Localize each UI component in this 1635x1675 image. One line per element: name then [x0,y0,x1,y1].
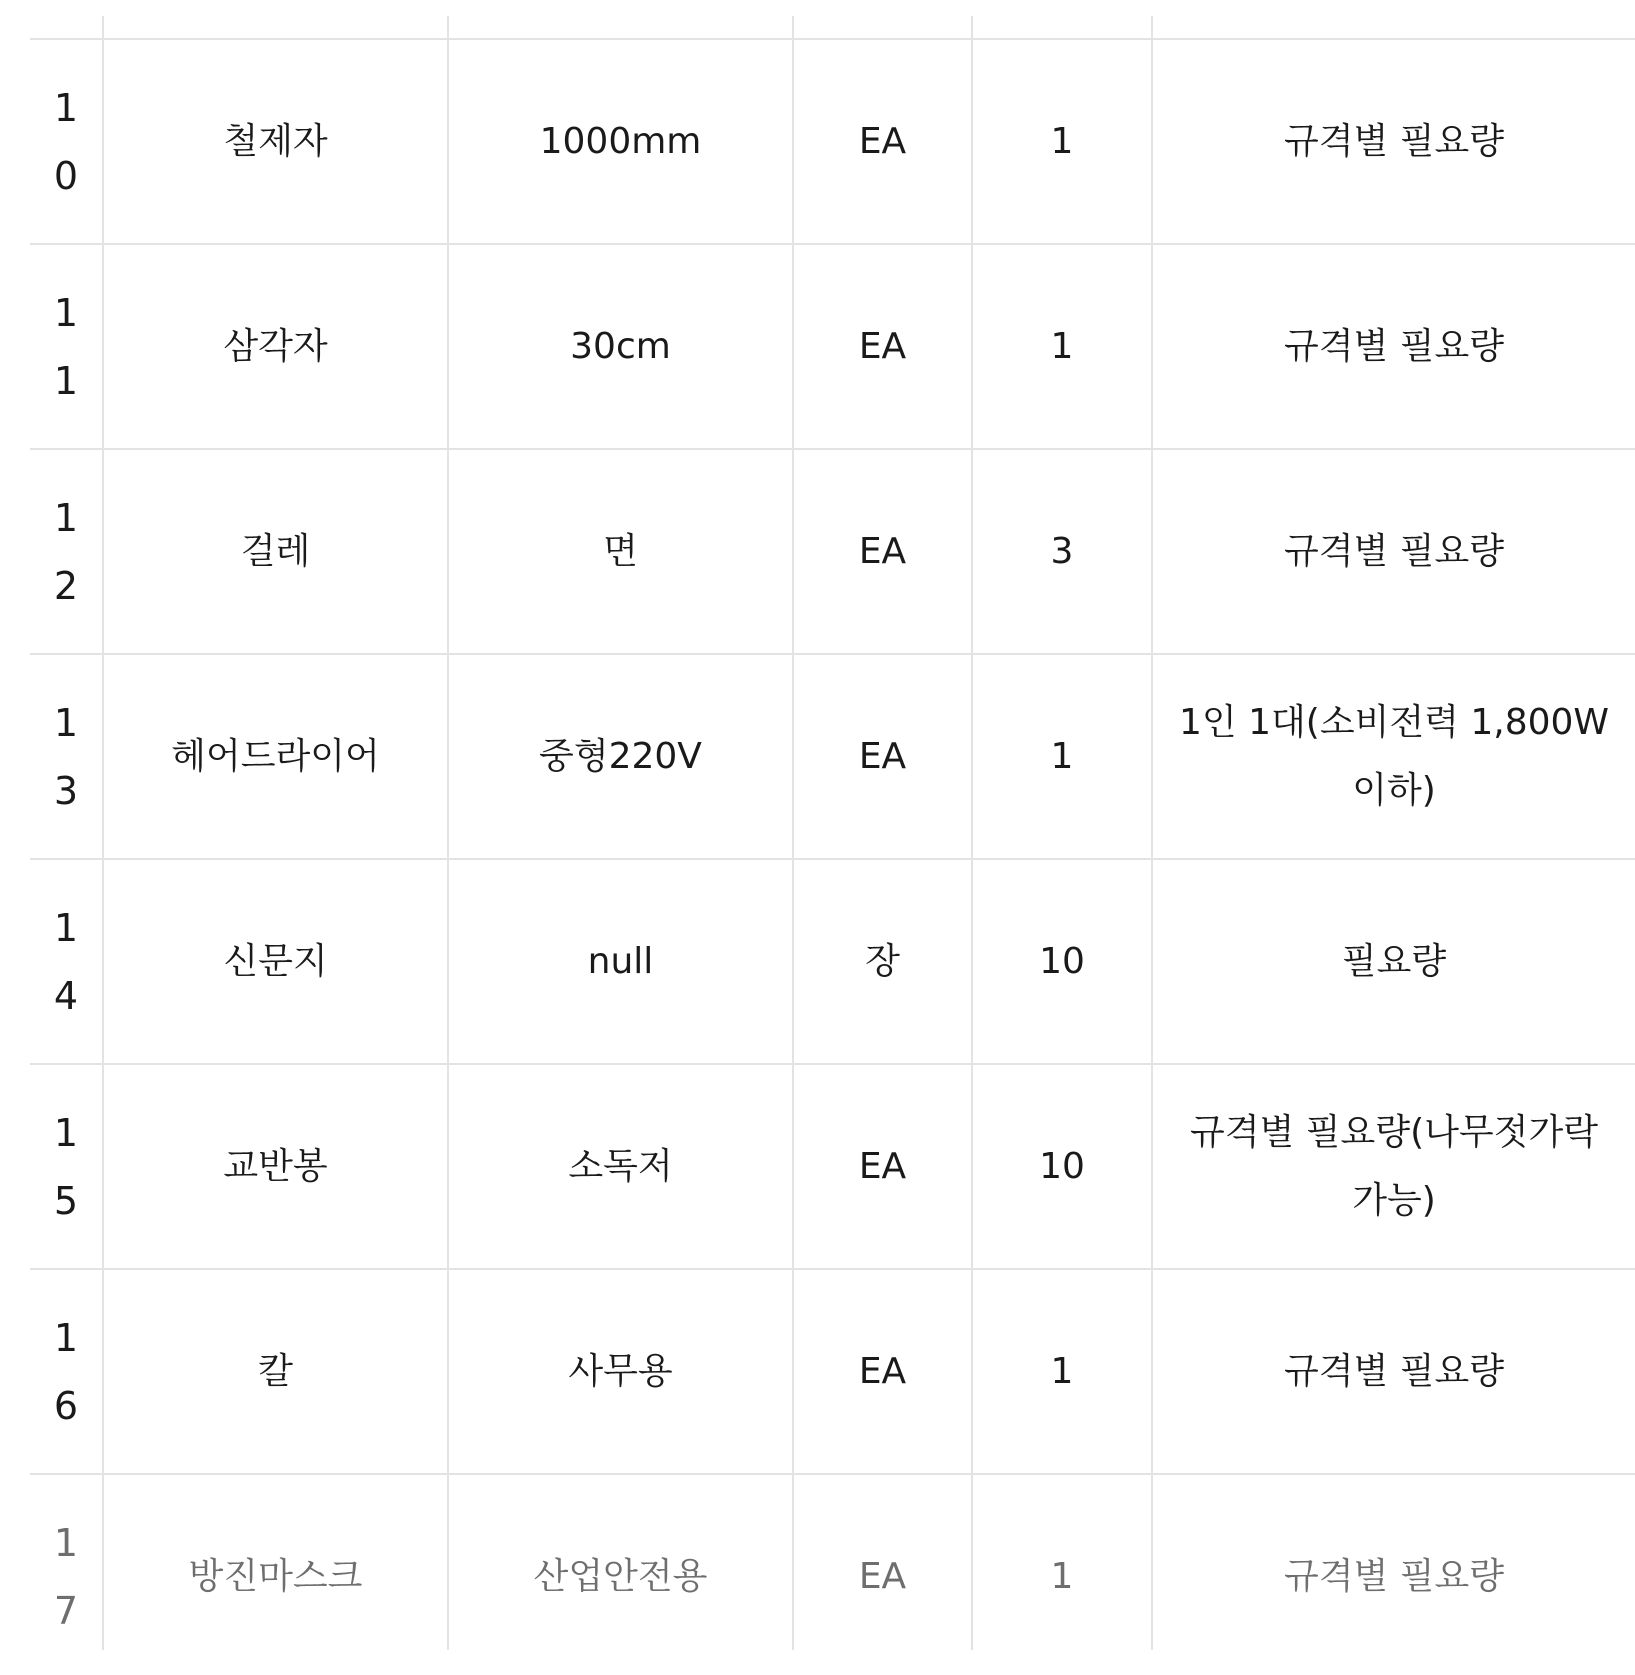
item-quantity: 10 [972,1064,1152,1269]
item-quantity: 1 [972,654,1152,859]
row-number: 16 [30,1269,103,1474]
item-name: 신문지 [103,859,448,1064]
item-spec: 1000mm [448,39,793,244]
item-spec: null [448,859,793,1064]
item-quantity: 1 [972,1474,1152,1650]
item-note: 규격별 필요량 [1152,1269,1635,1474]
table-row [30,39,1635,244]
row-number: 13 [30,654,103,859]
item-unit: EA [793,1064,972,1269]
item-note: 1인 1대(소비전력 1,800W 이하) [1152,654,1635,859]
item-unit: EA [793,654,972,859]
item-spec: 면 [448,449,793,654]
table-row [30,1474,1635,1650]
item-note: 규격별 필요량 [1152,39,1635,244]
item-unit: EA [793,449,972,654]
materials-table [30,38,1635,1650]
item-note: 규격별 필요량 [1152,244,1635,449]
table-row [30,654,1635,859]
item-name: 삼각자 [103,244,448,449]
row-number: 17 [30,1474,103,1650]
item-quantity: 1 [972,39,1152,244]
item-unit: EA [793,1269,972,1474]
item-name: 방진마스크 [103,1474,448,1650]
item-quantity: 3 [972,449,1152,654]
item-spec: 소독저 [448,1064,793,1269]
item-name: 철제자 [103,39,448,244]
row-number: 10 [30,39,103,244]
item-note: 규격별 필요량 [1152,449,1635,654]
item-note: 규격별 필요량 [1152,1474,1635,1650]
item-name: 헤어드라이어 [103,654,448,859]
row-number: 12 [30,449,103,654]
item-quantity: 1 [972,1269,1152,1474]
item-spec: 중형220V [448,654,793,859]
materials-table-container [30,16,1635,1650]
item-quantity: 1 [972,244,1152,449]
item-name: 칼 [103,1269,448,1474]
table-row [30,244,1635,449]
item-note: 필요량 [1152,859,1635,1064]
row-number: 11 [30,244,103,449]
row-number: 14 [30,859,103,1064]
item-quantity: 10 [972,859,1152,1064]
item-name: 걸레 [103,449,448,654]
table-row [30,859,1635,1064]
item-unit: EA [793,1474,972,1650]
item-name: 교반봉 [103,1064,448,1269]
item-unit: 장 [793,859,972,1064]
table-row [30,1269,1635,1474]
item-unit: EA [793,244,972,449]
item-note: 규격별 필요량(나무젓가락 가능) [1152,1064,1635,1269]
table-row [30,449,1635,654]
item-spec: 30cm [448,244,793,449]
item-unit: EA [793,39,972,244]
table-row [30,1064,1635,1269]
item-spec: 사무용 [448,1269,793,1474]
row-number: 15 [30,1064,103,1269]
item-spec: 산업안전용 [448,1474,793,1650]
